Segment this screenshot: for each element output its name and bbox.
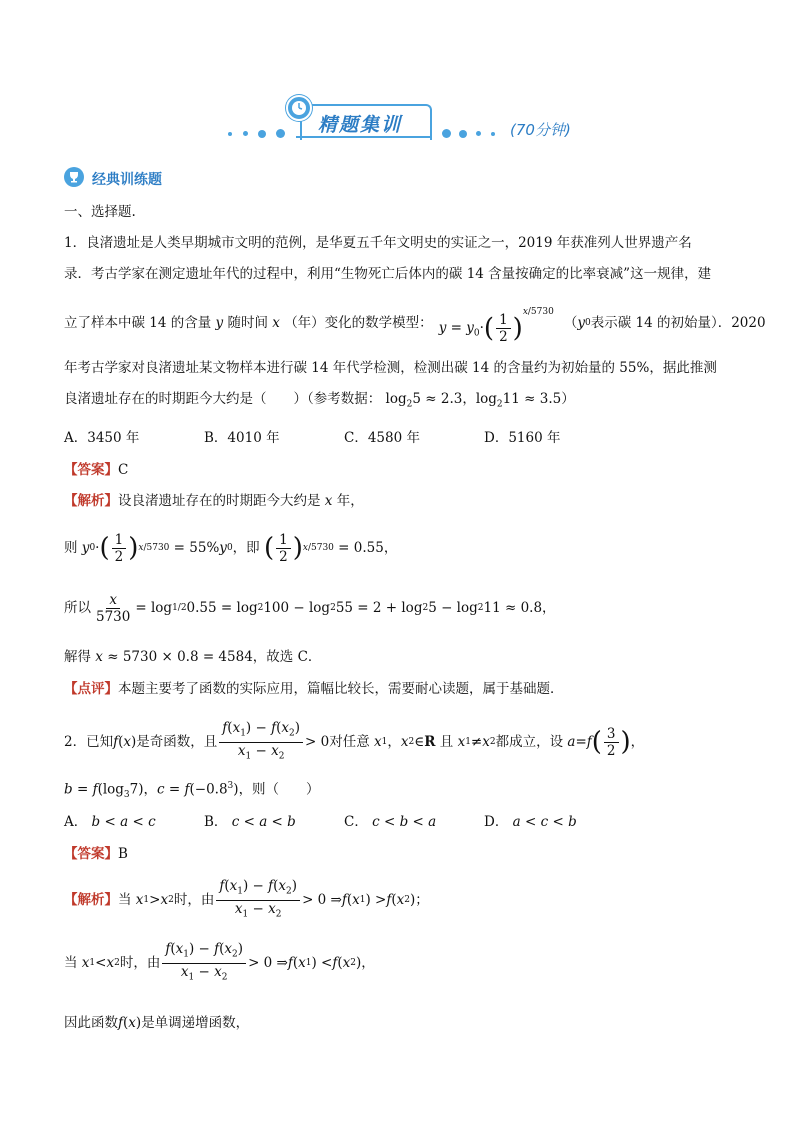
section-title: 经典训练题 <box>92 172 162 188</box>
q2-option-d[interactable]: D． a < c < b <box>484 814 577 830</box>
clock-icon <box>286 95 312 121</box>
q1-analysis-line1: 【解析】设良渚遗址存在的时期距今大约是 x 年， <box>64 493 364 509</box>
decay-formula: $y = y_0\cdot$( $\frac{1}{2}$ )$^{x/5730}$ <box>438 306 554 345</box>
q1-option-c[interactable]: C．4580 年 <box>344 430 420 446</box>
q1-analysis-line2: 则 y 0 · ( $\frac{1}{2}$ ) x/5730 = 55% y 0 ，即 ( $\frac{1}{2}$ ) x/5730 = 0.55， <box>64 531 398 565</box>
part-heading: 一、选择题. <box>64 204 136 220</box>
q1-comment: 【点评】本题主要考了函数的实际应用，篇幅比较长，需要耐心读题，属于基础题． <box>64 681 564 697</box>
q1-option-a[interactable]: A．3450 年 <box>64 430 140 446</box>
q2-option-a[interactable]: A． b < a < c <box>64 814 156 830</box>
q2-analysis-line3: 因此函数f(x)是单调递增函数， <box>64 1015 250 1031</box>
q1-line3: 立了样本中碳 14 的含量 y 随时间 x （年）变化的数学模型： $y = y_0\cdot$( $\frac{1}{2}$ )$^{x/5730}$ （ y 0 表示碳 14 的初始量）．2020 <box>64 305 766 341</box>
header-duration: (70分钟) <box>510 121 571 139</box>
q2-option-b[interactable]: B． c < a < b <box>204 814 296 830</box>
trophy-icon <box>64 167 84 187</box>
q2-answer: 【答案】B <box>64 846 128 862</box>
q1-answer: 【答案】C <box>64 462 129 478</box>
q2-analysis-line1: 【解析】 当 x 1 > x 2 时，由 $\frac{f(x_1) - f(x_2)}{x_1 - x_2}$ > 0 ⇒ f ( x 1 ) > f ( x 2 )； <box>64 877 429 920</box>
q1-line4: 年考古学家对良渚遗址某文物样本进行碳 14 年代学检测，检测出碳 14 的含量约为初始量的 55%，据此推测 <box>64 360 717 376</box>
q1-option-b[interactable]: B．4010 年 <box>204 430 280 446</box>
q1-line5: 良渚遗址存在的时期距今大约是（ ）（参考数据： $\log_25 \approx 2.3$，$\log_211 \approx 3.5$） <box>64 391 575 410</box>
q2-line1: 2．已知 f ( x ) 是奇函数，且 $\frac{f(x_1) - f(x_2)}{x_1 - x_2}$ > 0 对任意 x 1 ， x 2 ∈ R 且 x 1 ≠ x 2 都成立，设 a = f ( $\frac{3}{2}$ ) ， <box>64 719 645 762</box>
q2-analysis-line2: 当 x 1 < x 2 时，由 $\frac{f(x_1) - f(x_2)}{x_1 - x_2}$ > 0 ⇒ f ( x 1 ) < f ( x 2 )， <box>64 940 375 983</box>
header-title: 精题集训 <box>318 114 403 136</box>
q2-option-c[interactable]: C． c < b < a <box>344 814 437 830</box>
q1-line1: 1．良渚遗址是人类早期城市文明的范例，是华夏五千年文明史的实证之一，2019 年获准列人世界遗产名 <box>64 235 692 251</box>
q1-analysis-line3: 所以 $\frac{x}{5730}$ = log 1/2 0.55 = log 2 100 − log 2 55 = 2 + log 2 5 − log 2 11 ≈ 0.8， <box>64 591 556 625</box>
q1-option-d[interactable]: D．5160 年 <box>484 430 561 446</box>
q1-line2: 录．考古学家在测定遗址年代的过程中，利用“生物死亡后体内的碳 14 含量按确定的比率衰减”这一规律，建 <box>64 266 712 282</box>
q2-line2: $b = f(\log_37)$，$c = f(-0.8^3)$，则（ ） <box>64 781 320 801</box>
q1-analysis-line4: 解得 x ≈ 5730 × 0.8 = 4584，故选 C． <box>64 649 322 665</box>
